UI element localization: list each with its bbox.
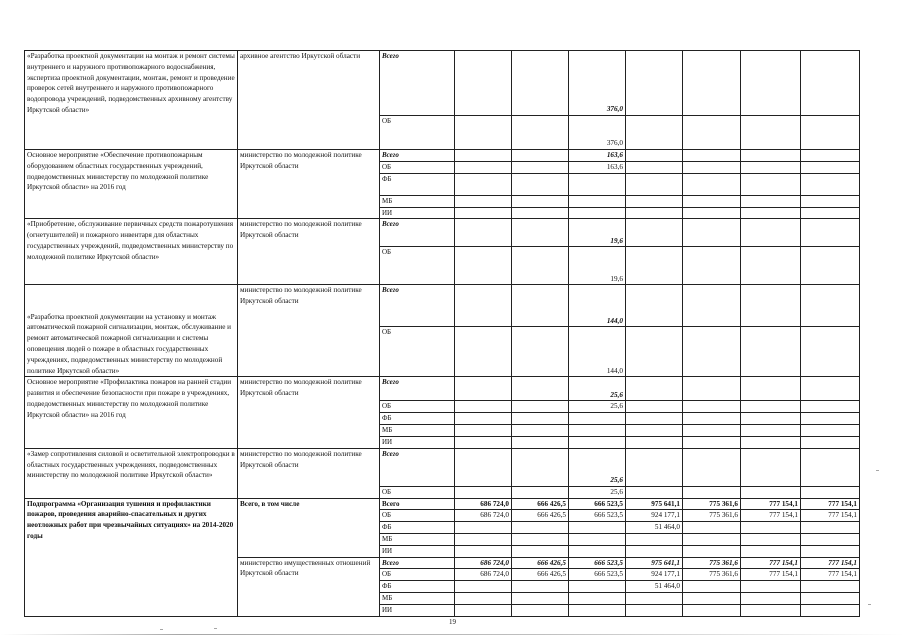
scan-artifact-line	[0, 634, 905, 635]
subprogram-name: Подпрограмма «Организация тушения и профилактики пожаров, проведения аварийно-спасательных и других неотложных работ при чрезвычайных ситуациях» на 2014-2020 годы	[25, 498, 238, 616]
activity-name: «Разработка проектной документации на монтаж и ремонт системы внутреннего и наружного противопожарного водоснабжения, экспертиза проектной документации, монтаж, ремонт и проведение проверок сетей внутреннего и наружного противопожарного водопровода учреждений, подведомственных архивному агентству Иркутской области»	[25, 51, 238, 150]
value-cell: 975 641,1	[626, 557, 683, 569]
funding-source: ОБ	[380, 510, 455, 522]
funding-source: МБ	[380, 592, 455, 604]
value-cell: 686 724,0	[455, 569, 512, 581]
value-cell	[801, 51, 860, 116]
value-cell: 19,6	[569, 219, 626, 247]
funding-source: ИИ	[380, 604, 455, 616]
executor-name: архивное агентство Иркутской области	[238, 51, 380, 150]
executor-name: Всего, в том числе	[238, 498, 380, 557]
value-cell	[512, 51, 569, 116]
funding-source: Всего	[380, 377, 455, 401]
executor-name: министерство имущественных отношений Иркутской области	[238, 557, 380, 616]
funding-source: ОБ	[380, 162, 455, 174]
value-cell: 666 523,5	[569, 557, 626, 569]
value-cell	[741, 51, 801, 116]
activity-name: «Приобретение, обслуживание первичных средств пожаротушения (огнетушителей) и пожарного инвентаря для областных государственных учреждений, подведомственных министерству по молодежной политике Иркутской области»	[25, 219, 238, 285]
value-cell: 775 361,6	[683, 557, 741, 569]
funding-source: МБ	[380, 425, 455, 437]
funding-source: ОБ	[380, 401, 455, 413]
value-cell: 777 154,1	[801, 510, 860, 522]
value-cell	[455, 51, 512, 116]
value-cell: 777 154,1	[801, 498, 860, 510]
value-cell: 775 361,6	[683, 569, 741, 581]
value-cell: 686 724,0	[455, 557, 512, 569]
value-cell: 144,0	[569, 327, 626, 377]
value-cell: 666 523,5	[569, 498, 626, 510]
value-cell: 775 361,6	[683, 510, 741, 522]
value-cell: 376,0	[569, 51, 626, 116]
funding-source: Всего	[380, 557, 455, 569]
value-cell: 163,6	[569, 150, 626, 162]
table-row	[25, 285, 860, 327]
funding-source: Всего	[380, 448, 455, 486]
scan-artifact-dot	[214, 628, 217, 629]
value-cell: 19,6	[569, 247, 626, 285]
page-number: 19	[449, 618, 456, 626]
funding-source: Всего	[380, 150, 455, 162]
value-cell: 25,6	[569, 486, 626, 498]
funding-source: ОБ	[380, 486, 455, 498]
value-cell: 666 523,5	[569, 510, 626, 522]
value-cell: 777 154,1	[741, 569, 801, 581]
executor-name: министерство по молодежной политике Иркутской области	[238, 448, 380, 498]
scan-artifact-dot	[876, 470, 879, 471]
funding-source: Всего	[380, 219, 455, 247]
table-row	[25, 448, 860, 486]
funding-source: ОБ	[380, 247, 455, 285]
funding-source: ФБ	[380, 581, 455, 593]
value-cell: 666 523,5	[569, 569, 626, 581]
value-cell: 25,6	[569, 377, 626, 401]
value-cell: 975 641,1	[626, 498, 683, 510]
activity-name: Основное мероприятие «Профилактика пожаров на ранней стадии развития и обеспечение безопасности при пожаре в учреждениях, подведомственных министерству по молодежной политике Иркутской области» на 2016 год	[25, 377, 238, 448]
funding-source: Всего	[380, 498, 455, 510]
executor-name: министерство по молодежной политике Иркутской области	[238, 219, 380, 285]
scan-artifact-dot	[160, 629, 163, 630]
value-cell: 775 361,6	[683, 498, 741, 510]
funding-source: ФБ	[380, 413, 455, 425]
funding-source: МБ	[380, 533, 455, 545]
value-cell: 666 426,5	[512, 557, 569, 569]
value-cell: 686 724,0	[455, 510, 512, 522]
value-cell	[683, 51, 741, 116]
value-cell: 144,0	[569, 285, 626, 327]
scan-artifact-dot	[868, 604, 871, 605]
funding-source: ИИ	[380, 545, 455, 557]
value-cell: 777 154,1	[741, 557, 801, 569]
funding-source: ФБ	[380, 173, 455, 195]
funding-source: ОБ	[380, 569, 455, 581]
value-cell: 777 154,1	[741, 498, 801, 510]
funding-source: МБ	[380, 195, 455, 207]
funding-source: ФБ	[380, 522, 455, 534]
value-cell: 376,0	[569, 116, 626, 150]
table-row	[25, 51, 860, 116]
value-cell: 777 154,1	[801, 557, 860, 569]
activity-name: «Замер сопротивления силовой и осветительной электропроводки в областных государственных учреждениях, подведомственных министерству по молодежной политике Иркутской области»	[25, 448, 238, 498]
value-cell: 686 724,0	[455, 498, 512, 510]
value-cell: 666 426,5	[512, 510, 569, 522]
executor-name: министерство по молодежной политике Иркутской области	[238, 150, 380, 219]
value-cell: 666 426,5	[512, 569, 569, 581]
activity-name: «Разработка проектной документации на установку и монтаж автоматической пожарной сигнализации, монтаж, обслуживание и ремонт автоматической пожарной сигнализации и системы оповещения людей о пожаре в областных государственных учреждениях, подведомственных министерству по молодежной политике Иркутской области»	[25, 285, 238, 377]
value-cell: 163,6	[569, 162, 626, 174]
funding-source: ИИ	[380, 436, 455, 448]
executor-name: министерство по молодежной политике Иркутской области	[238, 377, 380, 448]
funding-source: Всего	[380, 285, 455, 327]
value-cell: 924 177,1	[626, 510, 683, 522]
value-cell: 666 426,5	[512, 498, 569, 510]
table-row	[25, 150, 860, 162]
value-cell: 25,6	[569, 401, 626, 413]
table-row	[25, 377, 860, 401]
value-cell: 777 154,1	[741, 510, 801, 522]
funding-source: ОБ	[380, 327, 455, 377]
value-cell: 777 154,1	[801, 569, 860, 581]
activity-name: Основное мероприятие «Обеспечение противопожарным оборудованием областных государственных учреждений, подведомственных министерству по молодежной политике Иркутской области» на 2016 год	[25, 150, 238, 219]
value-cell: 51 464,0	[626, 581, 683, 593]
funding-source: Всего	[380, 51, 455, 116]
table-row	[25, 219, 860, 247]
executor-name: министерство по молодежной политике Иркутской области	[238, 285, 380, 377]
value-cell: 51 464,0	[626, 522, 683, 534]
value-cell	[626, 51, 683, 116]
program-funding-table	[24, 50, 860, 617]
value-cell: 924 177,1	[626, 569, 683, 581]
funding-source: ОБ	[380, 116, 455, 150]
funding-source: ИИ	[380, 207, 455, 219]
value-cell: 25,6	[569, 448, 626, 486]
table-row	[25, 498, 860, 510]
